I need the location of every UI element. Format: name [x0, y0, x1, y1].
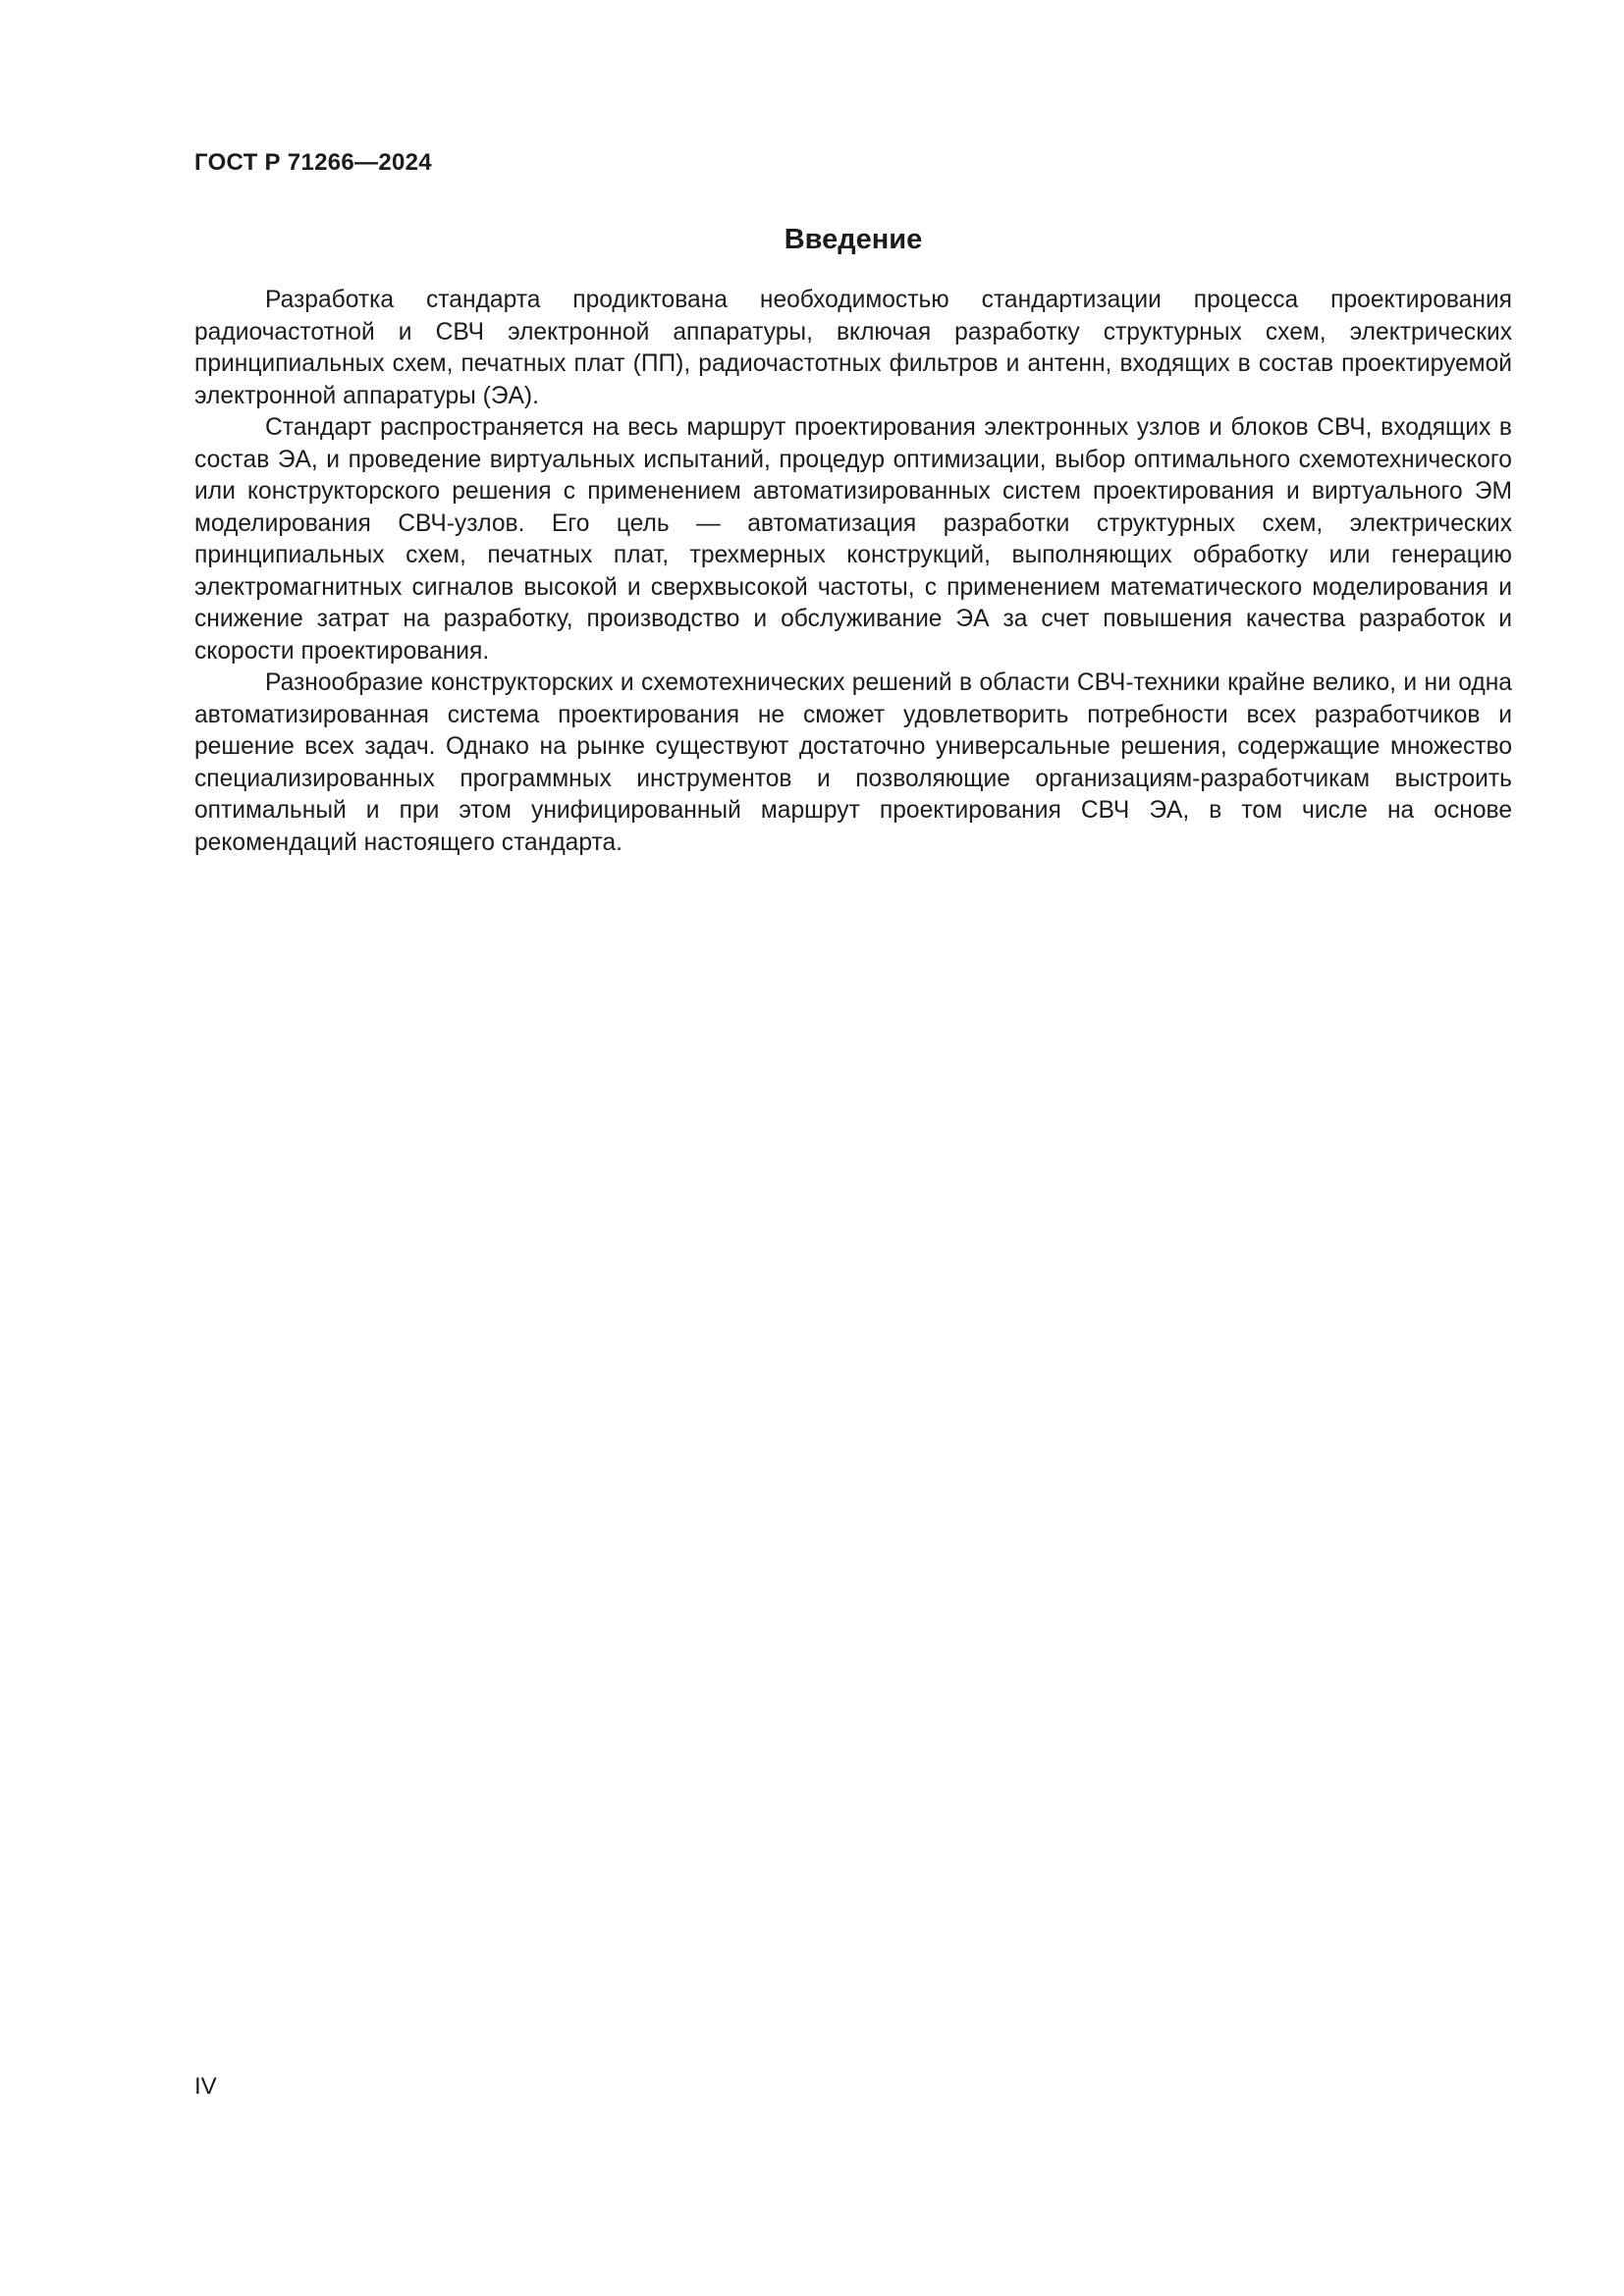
page-number: IV: [194, 2073, 217, 2100]
paragraph: Разнообразие конструкторских и схемотехнических решений в области СВЧ-техники крайне велико, и ни одна автоматизированная система проектирования не сможет удовлетворить потребности всех разработчиков и решение всех задач. Однако на рынке существуют достаточно универсальные решения, содержащие множество специализированных программных инструментов и позволяющие организациям-разработчикам выстроить оптимальный и при этом унифицированный маршрут проектирования СВЧ ЭА, в том числе на основе рекомендаций настоящего стандарта.: [194, 669, 1512, 856]
document-designation: ГОСТ Р 71266—2024: [194, 149, 432, 176]
section-body: [194, 285, 1512, 859]
paragraph: Стандарт распространяется на весь маршрут проектирования электронных узлов и блоков СВЧ, входящих в состав ЭА, и проведение виртуальных испытаний, процедур оптимизации, выбор оптимального схемотехнического или конструкторского решения с применением автоматизированных систем проектирования и виртуального ЭМ моделирования СВЧ-узлов. Его цель — автоматизация разработки структурных схем, электрических принципиальных схем, печатных плат, трехмерных конструкций, выполняющих обработку или генерацию электромагнитных сигналов высокой и сверхвысокой частоты, с применением математического моделирования и снижение затрат на разработку, производство и обслуживание ЭА за счет повышения качества разработок и скорости проектирования.: [194, 414, 1512, 665]
paragraph: Разработка стандарта продиктована необходимостью стандартизации процесса проектирования радиочастотной и СВЧ электронной аппаратуры, включая разработку структурных схем, электрических принципиальных схем, печатных плат (ПП), радиочастотных фильтров и антенн, входящих в состав проектируемой электронной аппаратуры (ЭА).: [194, 287, 1512, 409]
section-title: Введение: [784, 224, 923, 255]
